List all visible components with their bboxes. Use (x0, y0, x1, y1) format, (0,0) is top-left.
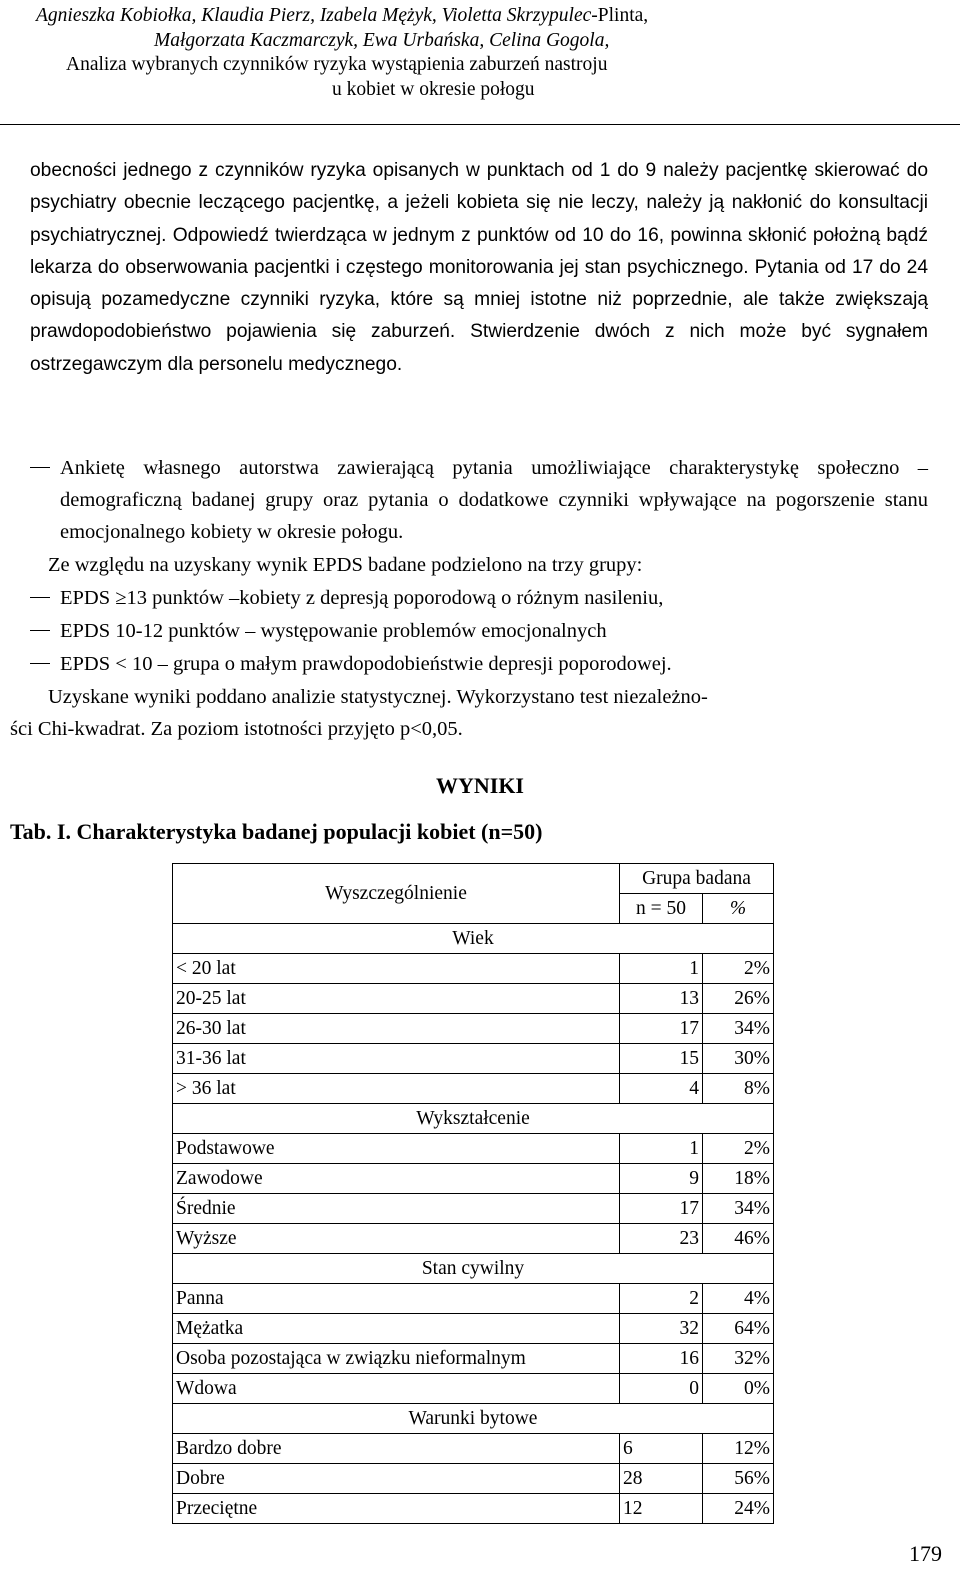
header-group: Grupa badana (620, 864, 774, 894)
cell-pct: 4% (703, 1284, 774, 1314)
table-row (173, 984, 774, 1014)
table-section-row (173, 1104, 774, 1134)
section-title: Wiek (173, 924, 774, 954)
group-text: EPDS 10-12 punktów – występowanie problemów emocjonalnych (60, 620, 607, 642)
table-row (173, 1014, 774, 1044)
stats-line-2: ści Chi-kwadrat. Za poziom istotności przyjęto p<0,05. (10, 718, 463, 740)
cell-n: 23 (620, 1224, 703, 1254)
stats-line-1: Uzyskane wyniki poddano analizie statystycznej. Wykorzystano test niezależno- (48, 686, 708, 708)
cell-label: 26-30 lat (173, 1014, 620, 1044)
cell-label: 20-25 lat (173, 984, 620, 1014)
table-row (173, 1164, 774, 1194)
group-text: EPDS < 10 – grupa o małym prawdopodobieństwie depresji poporodowej. (60, 653, 672, 675)
table-header-row (173, 864, 774, 894)
group-text: EPDS ≥13 punktów –kobiety z depresją poporodową o różnym nasileniu, (60, 587, 664, 609)
dash-bullet (30, 467, 50, 468)
table-title: Tab. I. Charakterystyka badanej populacji kobiet (n=50) (10, 819, 543, 844)
cell-n: 1 (620, 1134, 703, 1164)
cell-pct: 18% (703, 1164, 774, 1194)
section-title: Warunki bytowe (173, 1404, 774, 1434)
cell-pct: 26% (703, 984, 774, 1014)
header-label: Wyszczególnienie (173, 864, 620, 924)
cell-n: 32 (620, 1314, 703, 1344)
population-table (172, 863, 774, 1524)
cell-pct: 56% (703, 1464, 774, 1494)
cell-n: 1 (620, 954, 703, 984)
cell-label: Dobre (173, 1464, 620, 1494)
cell-pct: 2% (703, 1134, 774, 1164)
cell-label: Podstawowe (173, 1134, 620, 1164)
cell-pct: 8% (703, 1074, 774, 1104)
dash-bullet (30, 630, 50, 631)
header-authors-italic: Agnieszka Kobiołka, Klaudia Pierz, Izabela Mężyk, Violetta Skrzypulec- (36, 5, 598, 26)
table-row (173, 1284, 774, 1314)
header-rule (0, 124, 960, 125)
table-row (173, 1074, 774, 1104)
table-row (173, 1344, 774, 1374)
table-row (173, 954, 774, 984)
cell-label: Wyższe (173, 1224, 620, 1254)
groups-intro: Ze względu na uzyskany wynik EPDS badane podzielono na trzy grupy: (48, 554, 643, 576)
dash-bullet (30, 597, 50, 598)
cell-n: 28 (620, 1464, 703, 1494)
table-row (173, 1434, 774, 1464)
table-section-row (173, 1404, 774, 1434)
table-row (173, 1464, 774, 1494)
section-title: Wykształcenie (173, 1104, 774, 1134)
table-row (173, 1224, 774, 1254)
table-row (173, 1134, 774, 1164)
cell-label: Zawodowe (173, 1164, 620, 1194)
cell-label: > 36 lat (173, 1074, 620, 1104)
header-title-line2: u kobiet w okresie połogu (332, 78, 535, 100)
header-authors-tail: Plinta, (597, 5, 649, 26)
table-row (173, 1044, 774, 1074)
cell-pct: 34% (703, 1194, 774, 1224)
section-title: Stan cywilny (173, 1254, 774, 1284)
header-title-line1: Analiza wybranych czynników ryzyka wystąpienia zaburzeń nastroju (66, 54, 608, 75)
cell-n: 13 (620, 984, 703, 1014)
cell-n: 12 (620, 1494, 703, 1524)
cell-n: 4 (620, 1074, 703, 1104)
cell-n: 17 (620, 1194, 703, 1224)
list-item-group-3 (30, 648, 672, 680)
cell-n: 15 (620, 1044, 703, 1074)
list-item-group-1 (30, 582, 663, 614)
header-authors-line1 (36, 4, 916, 29)
cell-label: Osoba pozostająca w związku nieformalnym (173, 1344, 620, 1374)
cell-label: Przeciętne (173, 1494, 620, 1524)
cell-label: 31-36 lat (173, 1044, 620, 1074)
cell-n: 9 (620, 1164, 703, 1194)
cell-pct: 34% (703, 1014, 774, 1044)
page-number: 179 (909, 1541, 942, 1566)
table-section-row (173, 924, 774, 954)
table-section-row (173, 1254, 774, 1284)
survey-description: Ankietę własnego autorstwa zawierającą pytania umożliwiające charakterystykę społeczno – demograficzną badanej grupy oraz pytania o dodatkowe czynniki wpływające na pogorszenie stanu emocjonalnego kobiety w okresie połogu. (60, 457, 928, 543)
cell-label: Panna (173, 1284, 620, 1314)
cell-pct: 30% (703, 1044, 774, 1074)
cell-pct: 0% (703, 1374, 774, 1404)
cell-pct: 24% (703, 1494, 774, 1524)
header-authors-line2: Małgorzata Kaczmarczyk, Ewa Urbańska, Celina Gogola, (154, 29, 610, 51)
cell-pct: 64% (703, 1314, 774, 1344)
cell-label: < 20 lat (173, 954, 620, 984)
cell-pct: 12% (703, 1434, 774, 1464)
dash-paragraph-survey (30, 452, 928, 548)
paragraph-risk-factors: obecności jednego z czynników ryzyka opisanych w punktach od 1 do 9 należy pacjentkę skierować do psychiatry obecnie leczącego pacjentkę, a jeżeli kobieta się nie leczy, należy ją nakłonić do konsultacji psychiatrycznej. Odpowiedź twierdząca w jednym z punktów od 10 do 16, powinna skłonić położną bądź lekarza do obserwowania pacjentki i częstego monitorowania jej stan psychicznego. Pytania od 17 do 24 opisują pozamedyczne czynniki ryzyka, które są mniej istotne niż poprzednie, ale także zwiększają prawdopodobieństwo pojawienia się zaburzeń. Stwierdzenie dwóch z nich może być sygnałem ostrzegawczym dla personelu medycznego. (30, 160, 928, 375)
cell-n: 2 (620, 1284, 703, 1314)
cell-pct: 2% (703, 954, 774, 984)
cell-label: Wdowa (173, 1374, 620, 1404)
dash-bullet (30, 663, 50, 664)
header-n: n = 50 (620, 894, 703, 924)
cell-n: 17 (620, 1014, 703, 1044)
table-row (173, 1314, 774, 1344)
running-header (36, 4, 916, 102)
cell-n: 0 (620, 1374, 703, 1404)
cell-n: 16 (620, 1344, 703, 1374)
list-item-group-2 (30, 615, 607, 647)
cell-label: Bardzo dobre (173, 1434, 620, 1464)
results-heading: WYNIKI (435, 773, 524, 798)
cell-n: 6 (620, 1434, 703, 1464)
table-row (173, 1494, 774, 1524)
table-row (173, 1194, 774, 1224)
cell-pct: 46% (703, 1224, 774, 1254)
table-row (173, 1374, 774, 1404)
cell-label: Mężatka (173, 1314, 620, 1344)
header-pct: % (703, 894, 774, 924)
cell-pct: 32% (703, 1344, 774, 1374)
cell-label: Średnie (173, 1194, 620, 1224)
